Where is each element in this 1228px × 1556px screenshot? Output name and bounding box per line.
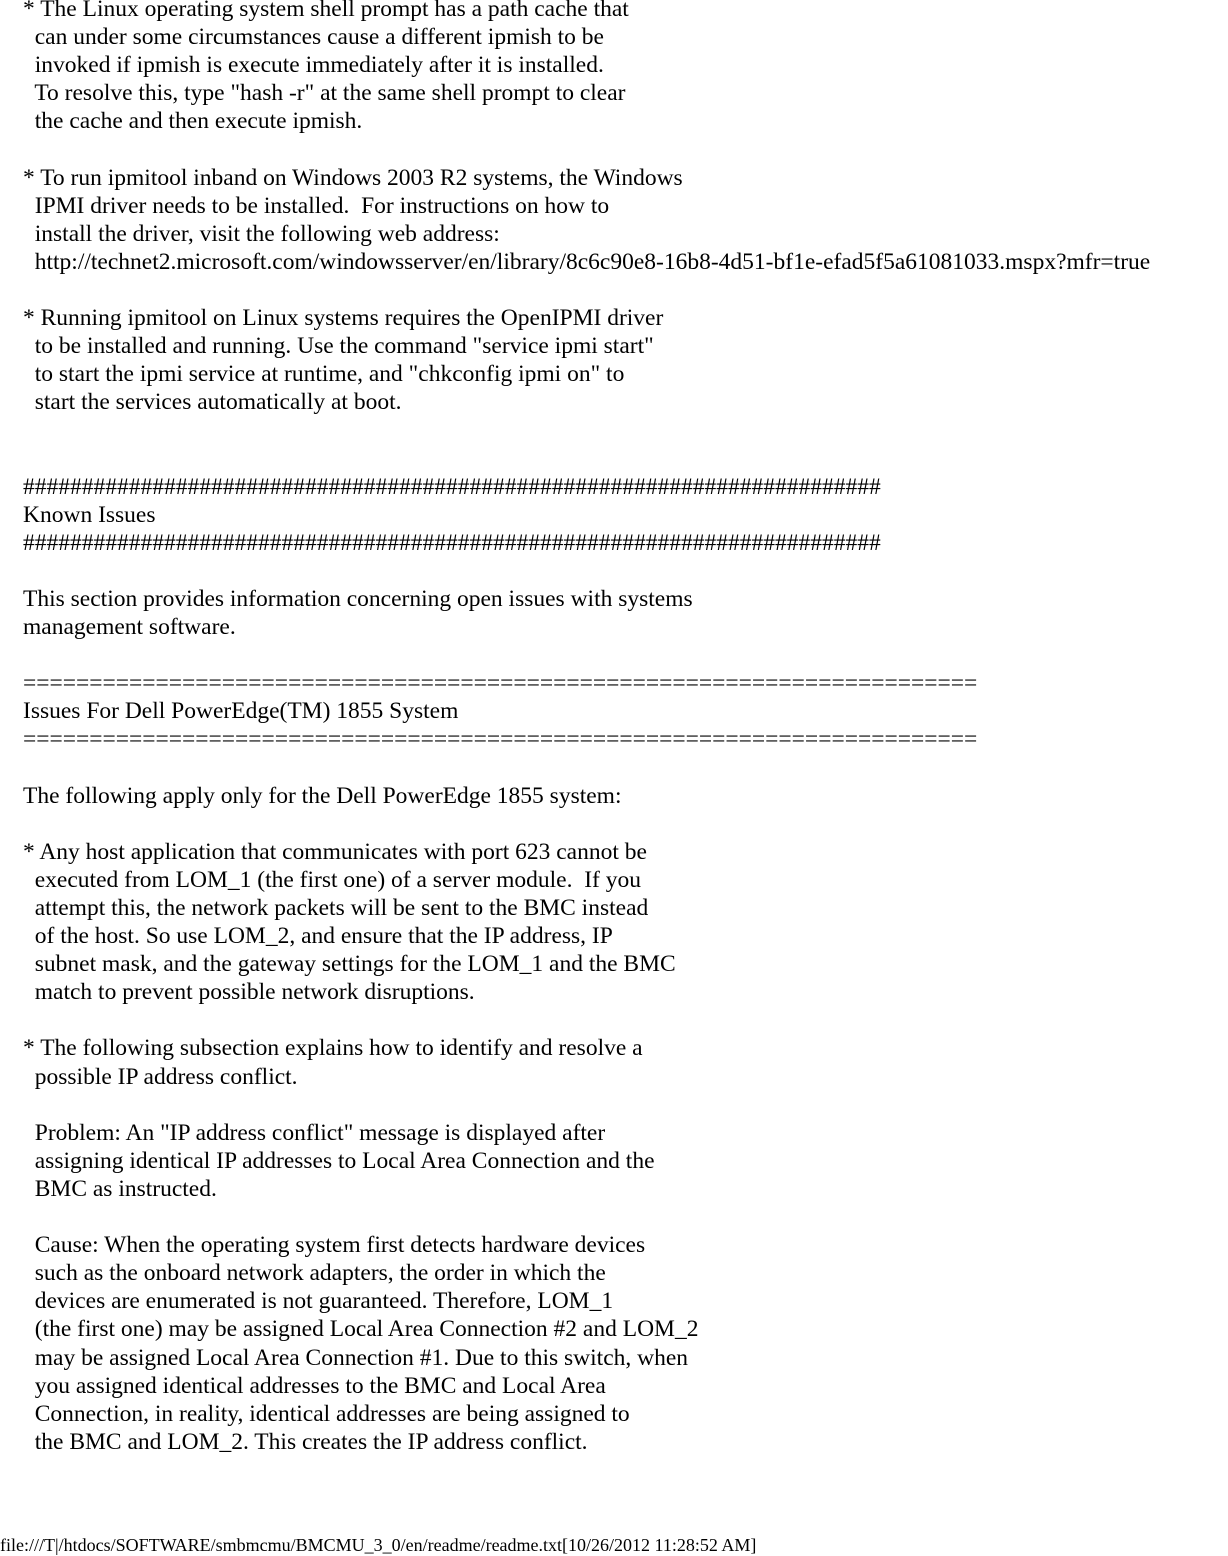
text-line: Known Issues	[23, 501, 156, 528]
text-line: Connection, in reality, identical addresses are being assigned to	[23, 1400, 630, 1427]
blank-line	[23, 1203, 1150, 1231]
text-line: can under some circumstances cause a different ipmish to be	[23, 24, 604, 51]
text-line: * The Linux operating system shell prompt has a path cache that	[23, 0, 629, 22]
text-line: you assigned identical addresses to the BMC and Local Area	[23, 1372, 606, 1399]
text-line: to be installed and running. Use the command "service ipmi start"	[23, 333, 654, 360]
text-line: start the services automatically at boot.	[23, 389, 402, 416]
blank-line	[23, 810, 1150, 838]
text-line: ========================================================================	[23, 670, 978, 697]
text-line: http://technet2.microsoft.com/windowsserver/en/library/8c6c90e8-16b8-4d51-bf1e-efad5f5a61081033.mspx?mfr=true	[23, 248, 1151, 275]
blank-line	[23, 754, 1150, 782]
text-line: The following apply only for the Dell PowerEdge 1855 system:	[23, 782, 622, 809]
blank-line	[23, 557, 1150, 585]
text-line: * Running ipmitool on Linux systems requires the OpenIPMI driver	[23, 305, 664, 332]
blank-line	[23, 1006, 1150, 1034]
text-line: Cause: When the operating system first detects hardware devices	[23, 1232, 646, 1259]
text-line: such as the onboard network adapters, the order in which the	[23, 1260, 606, 1287]
blank-line	[23, 1091, 1150, 1119]
text-line: may be assigned Local Area Connection #1. Due to this switch, when	[23, 1344, 689, 1371]
text-line: management software.	[23, 614, 236, 641]
text-line: * To run ipmitool inband on Windows 2003 R2 systems, the Windows	[23, 164, 683, 191]
file-path-footer: file:///T|/htdocs/SOFTWARE/smbmcmu/BMCMU_3_0/en/readme/readme.txt[10/26/2012 11:28:52 AM]	[0, 1535, 757, 1555]
blank-line	[23, 445, 1150, 473]
text-line: This section provides information concerning open issues with systems	[23, 585, 693, 612]
text-line: subnet mask, and the gateway settings for the LOM_1 and the BMC	[23, 951, 676, 978]
text-line: the BMC and LOM_2. This creates the IP address conflict.	[23, 1428, 588, 1455]
text-line: #########################################################################	[23, 529, 881, 556]
text-line: invoked if ipmish is execute immediately after it is installed.	[23, 52, 604, 79]
text-line: Problem: An "IP address conflict" message is displayed after	[23, 1119, 606, 1146]
text-line: ========================================================================	[23, 726, 978, 753]
text-line: the cache and then execute ipmish.	[23, 108, 363, 135]
text-line: To resolve this, type "hash -r" at the same shell prompt to clear	[23, 80, 626, 107]
blank-line	[23, 276, 1150, 304]
text-line: install the driver, visit the following web address:	[23, 220, 500, 247]
text-line: attempt this, the network packets will be sent to the BMC instead	[23, 895, 649, 921]
text-line: * The following subsection explains how to identify and resolve a	[23, 1035, 643, 1062]
text-line: #########################################################################	[23, 473, 881, 500]
text-line: assigning identical IP addresses to Local Area Connection and the	[23, 1147, 655, 1174]
blank-line	[23, 135, 1150, 163]
blank-line	[23, 416, 1150, 444]
text-line: of the host. So use LOM_2, and ensure that the IP address, IP	[23, 923, 613, 950]
text-line: BMC as instructed.	[23, 1175, 217, 1202]
text-line: IPMI driver needs to be installed. For instructions on how to	[23, 192, 610, 219]
text-line: executed from LOM_1 (the first one) of a server module. If you	[23, 866, 641, 893]
text-line: * Any host application that communicates with port 623 cannot be	[23, 838, 647, 865]
text-line: Issues For Dell PowerEdge(TM) 1855 System	[23, 698, 459, 725]
text-line: devices are enumerated is not guaranteed. Therefore, LOM_1	[23, 1288, 614, 1315]
text-line: possible IP address conflict.	[23, 1063, 298, 1090]
blank-line	[23, 641, 1150, 669]
readme-document	[23, 0, 1150, 1456]
text-line: to start the ipmi service at runtime, and "chkconfig ipmi on" to	[23, 361, 625, 388]
text-line: match to prevent possible network disruptions.	[23, 979, 475, 1006]
text-line: (the first one) may be assigned Local Area Connection #2 and LOM_2	[23, 1316, 699, 1343]
